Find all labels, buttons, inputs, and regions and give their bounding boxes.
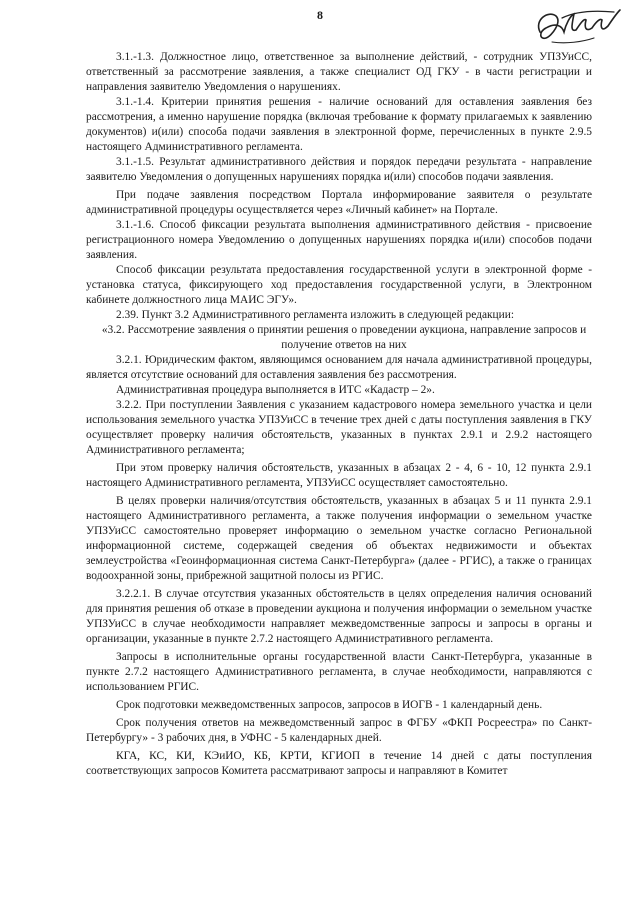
signature-image — [532, 2, 624, 52]
paragraph-fixation-method: Способ фиксации результата предоставления государственной услуги в электронной форме - установка статуса, фиксирующего ход предоставления государственной услуги, в Электронном кабинете должностного лица МАИС ЭГУ». — [86, 264, 592, 306]
page-number: 8 — [317, 8, 323, 22]
paragraph-3-2-1: 3.2.1. Юридическим фактом, являющимся основанием для начала административной процедуры, является отсутствие оснований для оставления заявления без рассмотрения. — [86, 354, 592, 381]
paragraph-its-kadastr: Административная процедура выполняется в ИТС «Кадастр – 2». — [116, 384, 435, 396]
paragraph-3-1-1-5: 3.1.-1.5. Результат административного действия и порядок передачи результата - направление заявителю Уведомления о допущенных нарушениях порядка и(или) способов подачи заявления. — [86, 156, 592, 183]
paragraph-requests-iogv: Запросы в исполнительные органы государственной власти Санкт-Петербурга, указанные в пункте 2.7.2 настоящего Административного регламента, в случае необходимости, направляются с использованием РГИС. — [86, 651, 592, 693]
paragraph-request-prep-term: Срок подготовки межведомственных запросов, запросов в ИОГВ - 1 календарный день. — [116, 699, 543, 711]
paragraph-portal-info: При подаче заявления посредством Портала информирование заявителя о результате административной процедуры осуществляется через «Личный кабинет» на Портале. — [86, 189, 592, 216]
paragraph-2-39: 2.39. Пункт 3.2 Административного регламента изложить в следующей редакции: — [116, 309, 514, 321]
paragraph-committees: КГА, КС, КИ, КЭиИО, КБ, КРТИ, КГИОП в течение 14 дней с даты поступления соответствующих запросов Комитета рассматривают запросы и направляют в Комитет — [86, 750, 592, 777]
paragraph-response-term: Срок получения ответов на межведомственный запрос в ФГБУ «ФКП Росреестра» по Санкт-Петербургу» - 3 рабочих дня, в УФНС - 5 календарных дней. — [86, 717, 592, 744]
paragraph-3-2-2: 3.2.2. При поступлении Заявления с указанием кадастрового номера земельного участка и цели использования земельного участка УПЗУиСС в течение трех дней с даты поступления заявления в ГКУ осуществляет проверку наличия обстоятельств, указанных в пунктах 2.9.1 и 2.9.2 настоящего Административного регламента; — [86, 399, 592, 456]
paragraph-3-1-1-6: 3.1.-1.6. Способ фиксации результата выполнения административного действия - присвоение регистрационного номера Уведомлению о допущенных нарушениях порядка и(или) способов подачи заявления. — [86, 219, 592, 261]
paragraph-3-1-1-3: 3.1.-1.3. Должностное лицо, ответственное за выполнение действий, - сотрудник УПЗУиСС, ответственный за рассмотрение заявления, а также специалист ОД ГКУ - в части регистрации и направления заявителю Уведомления о нарушениях. — [86, 51, 592, 93]
paragraph-3-2-2-1: 3.2.2.1. В случае отсутствия указанных обстоятельств в целях определения наличия оснований для принятия решения об отказе в проведении аукциона и получения информации о земельном участке УПЗУиСС в случае необходимости направляет межведомственные запросы и запросы в органы и организации, указанные в пункте 2.7.2 настоящего Административного регламента. — [86, 588, 592, 645]
paragraph-self-check: При этом проверку наличия обстоятельств, указанных в абзацах 2 - 4, 6 - 10, 12 пункта 2.9.1 настоящего Административного регламента, УПЗУиСС осуществляет самостоятельно. — [86, 462, 592, 489]
paragraph-3-1-1-4: 3.1.-1.4. Критерии принятия решения - наличие оснований для оставления заявления без рассмотрения, а именно нарушение порядка (включая требование к формату прилагаемых к заявлению документов) и(или) способа подачи заявления в электронной форме, перечисленных в пункте 2.9.5 настоящего Административного регламента. — [86, 96, 592, 153]
paragraph-rgis-check: В целях проверки наличия/отсутствия обстоятельств, указанных в абзацах 5 и 11 пункта 2.9.1 настоящего Административного регламента, а также получения информации о земельном участке УПЗУиСС самостоятельно проверяет информацию о земельном участке согласно Региональной информационной системе, содержащей сведения об объектах недвижимости и объектах землеустройства «Геоинформационная система Санкт-Петербурга» (далее - РГИС), а также о границах водоохранной зоны, прибрежной защитной полосы из РГИС. — [86, 495, 592, 582]
section-heading-3-2: «3.2. Рассмотрение заявления о принятии решения о проведении аукциона, направление запросов и получение ответов на них — [101, 324, 587, 351]
document-body — [86, 50, 592, 779]
